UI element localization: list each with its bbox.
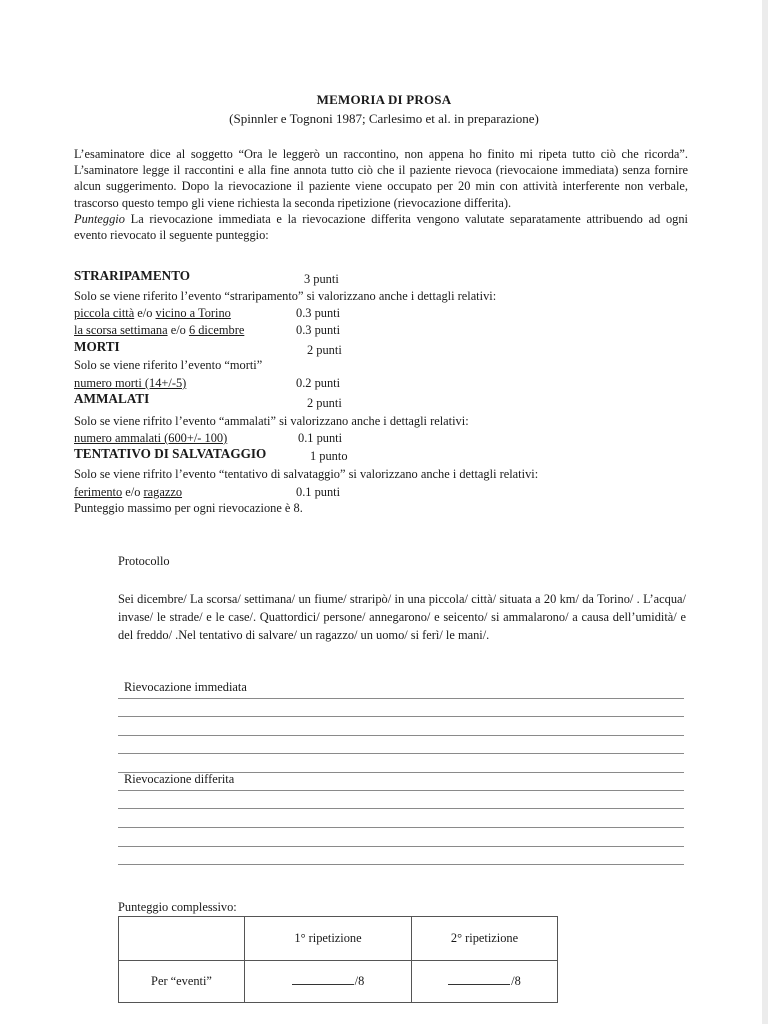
straripamento-detail-2	[74, 322, 244, 338]
detail-6-dicembre: 6 dicembre	[188, 323, 245, 337]
detail-ferimento: ferimento	[74, 485, 123, 499]
page-edge	[762, 0, 768, 1024]
empty-header-cell	[119, 917, 245, 961]
ammalati-points: 2 punti	[307, 396, 342, 410]
row-label-events: Per “eventi”	[119, 961, 245, 1003]
morti-heading: MORTI	[74, 339, 120, 354]
morti-points: 2 punti	[307, 343, 342, 357]
detail-piccola-citta: piccola città	[74, 306, 135, 320]
score-cell-first[interactable]	[245, 961, 412, 1003]
salvataggio-points: 1 punto	[310, 449, 348, 463]
overall-score-label: Punteggio complessivo:	[118, 900, 237, 914]
document-subtitle: (Spinnler e Tognoni 1987; Carlesimo et al. in preparazione)	[229, 111, 539, 126]
col-header-second-repetition: 2° ripetizione	[412, 917, 558, 961]
score-denominator: /8	[354, 974, 365, 988]
immediate-recall-label: Rievocazione immediata	[124, 680, 247, 694]
ammalati-note: Solo se viene rifrito l’evento “ammalati” si valorizzano anche i dettagli relativi:	[74, 414, 469, 428]
max-score-note: Punteggio massimo per ogni rievocazione è 8.	[74, 501, 303, 515]
delayed-recall-label: Rievocazione differita	[124, 772, 235, 786]
salvataggio-heading: TENTATIVO DI SALVATAGGIO	[74, 446, 267, 461]
detail-vicino-torino: vicino a Torino	[155, 306, 231, 320]
score-blank[interactable]	[292, 974, 354, 985]
score-denominator: /8	[511, 974, 521, 988]
ammalati-detail: numero ammalati (600+/- 100)	[74, 431, 228, 445]
immediate-recall-line[interactable]	[118, 698, 684, 699]
straripamento-detail-2-points: 0.3 punti	[296, 323, 341, 337]
immediate-recall-line[interactable]	[118, 735, 684, 736]
instructions-text: L’esaminatore dice al soggetto “Ora le leggerò un raccontino, non appena ho finito mi ripeta tutto ciò che ricorda”. L’saminatore legge il raccontini e alla fine annota tutto ciò che il paziente rievoca (rievocaione immediata) senza fornire alcun suggerimento. Dopo la rievocazione il paziente viene occupato per 20 min con attività interferente non verbale, trascorso questo tempo gli viene richiesta la seconda ripetizione (rievocazione differita).	[74, 147, 688, 210]
straripamento-points: 3 punti	[304, 272, 339, 286]
protocol-label: Protocollo	[118, 554, 170, 568]
score-cell-second[interactable]	[412, 961, 558, 1003]
instructions-paragraph	[74, 146, 688, 243]
scoring-description: La rievocazione immediata e la rievocazione differita vengono valutate separatamente attribuendo ad ogni evento rievocato il seguente punteggio:	[74, 211, 688, 243]
ammalati-detail-points: 0.1 punti	[298, 431, 343, 445]
delayed-recall-line[interactable]	[118, 808, 684, 809]
delayed-recall-line[interactable]	[118, 846, 684, 847]
immediate-recall-line[interactable]	[118, 753, 684, 754]
detail-ragazzo: ragazzo	[143, 485, 183, 499]
detail-separator: e/o	[122, 485, 144, 499]
detail-separator: e/o	[167, 323, 189, 337]
col-header-first-repetition: 1° ripetizione	[245, 917, 412, 961]
straripamento-detail-1	[74, 305, 231, 321]
score-blank[interactable]	[448, 974, 510, 985]
document-title: MEMORIA DI PROSA	[316, 92, 452, 107]
salvataggio-detail	[74, 484, 182, 500]
straripamento-note: Solo se viene riferito l’evento “straripamento” si valorizzano anche i dettagli relativi:	[74, 289, 497, 303]
immediate-recall-line[interactable]	[118, 716, 684, 717]
scoring-label: Punteggio	[74, 211, 125, 226]
morti-detail: numero morti (14+/-5)	[74, 376, 187, 390]
protocol-text: Sei dicembre/ La scorsa/ settimana/ un fiume/ straripò/ in una piccola/ città/ situata a 20 km/ da Torino/ . L’acqua/ invase/ le strade/ e le case/. Quattordici/ persone/ annegarono/ e seicento/ si ammalarono/ a causa dell’umidità/ e del freddo/ .Nel tentativo di salvare/ un ragazzo/ un uomo/ si ferì/ le mani/.	[118, 592, 686, 642]
detail-separator: e/o	[134, 306, 156, 320]
straripamento-heading: STRARIPAMENTO	[74, 268, 191, 283]
salvataggio-note: Solo se viene rifrito l’evento “tentativo di salvataggio” si valorizzano anche i dettagli relativi:	[74, 467, 539, 481]
detail-scorsa-settimana: la scorsa settimana	[74, 323, 168, 337]
morti-note: Solo se viene riferito l’evento “morti”	[74, 358, 263, 372]
morti-detail-points: 0.2 punti	[296, 376, 341, 390]
straripamento-detail-1-points: 0.3 punti	[296, 306, 341, 320]
delayed-recall-line[interactable]	[118, 827, 684, 828]
delayed-recall-line[interactable]	[118, 864, 684, 865]
ammalati-heading: AMMALATI	[74, 391, 150, 406]
overall-score-table	[118, 916, 558, 1003]
delayed-recall-line[interactable]	[118, 790, 684, 791]
salvataggio-detail-points: 0.1 punti	[296, 485, 341, 499]
